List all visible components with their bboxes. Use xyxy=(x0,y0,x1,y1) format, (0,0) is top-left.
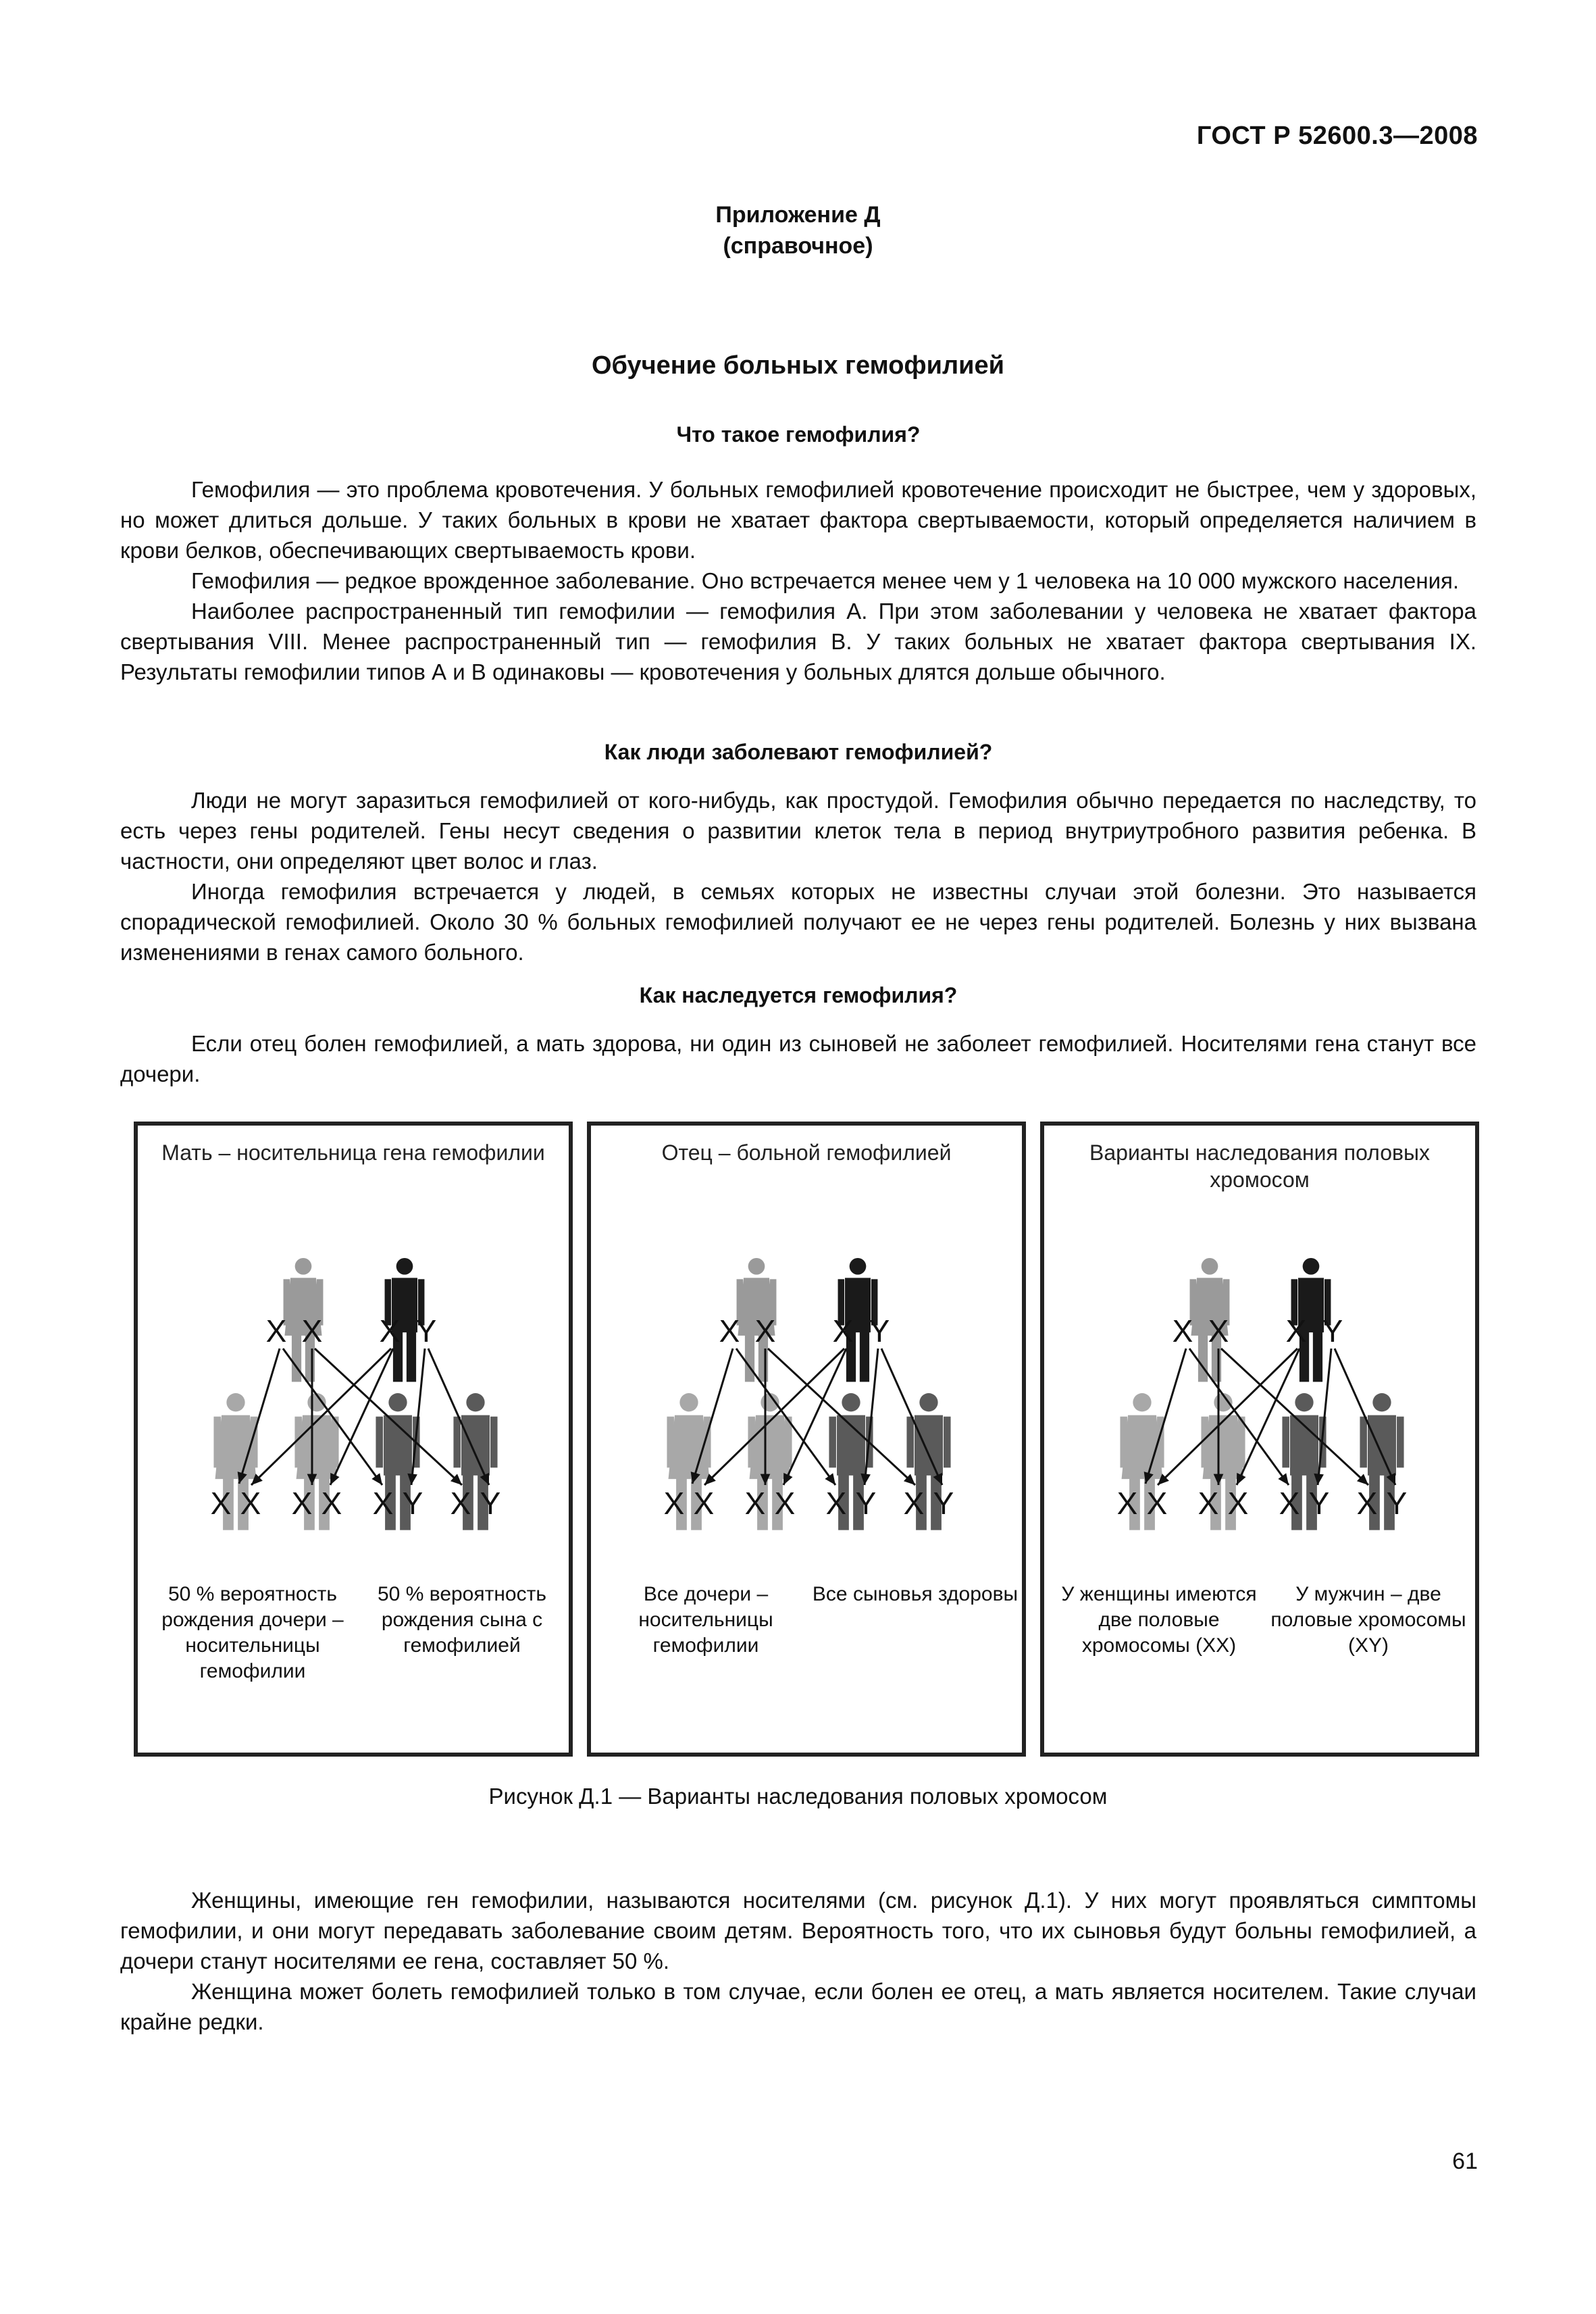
panel-caption-left: 50 % вероятность рождения дочери – носительницы гемофилии xyxy=(161,1583,344,1682)
person-head xyxy=(850,1258,867,1275)
chromosome-label: X xyxy=(825,1486,847,1521)
chromosome-label: X xyxy=(379,1313,401,1349)
person-head xyxy=(842,1393,860,1411)
chromosome-label: X xyxy=(719,1313,740,1349)
person-dress xyxy=(297,1415,338,1480)
panel-caption-right: Все сыновья здоровы xyxy=(812,1583,1019,1605)
chromosome-label: X xyxy=(903,1486,925,1521)
panel-title: Отец – больной гемофилией xyxy=(661,1140,952,1165)
person-head xyxy=(1295,1393,1313,1411)
chromosome-label: X xyxy=(663,1486,685,1521)
person-arm xyxy=(213,1417,221,1468)
person-head xyxy=(295,1258,312,1275)
person-head xyxy=(388,1393,407,1411)
section-heading: Как люди заболевают гемофилией? xyxy=(604,740,993,764)
person-leg xyxy=(1198,1329,1208,1382)
paragraph: Если отец болен гемофилией, а мать здорова, ни один из сыновей не заболеет гемофилией. Носителями гена станут все дочери. xyxy=(120,1031,1476,1086)
paragraph: Иногда гемофилия встречается у людей, в семьях которых не известны случаи этой болезни. Это называется спорадической гемофилией. Около 30 % больных гемофилией получают ее не через гены родителей. Болезнь у них вызвана изменениями в генах самого больного. xyxy=(120,879,1476,965)
figure-caption: Рисунок Д.1 — Варианты наследования половых хромосом xyxy=(488,1784,1108,1809)
person-arm xyxy=(376,1417,383,1468)
appendix-label: Приложение Д xyxy=(715,202,881,228)
chromosome-label: X xyxy=(693,1486,715,1521)
chromosome-label: X xyxy=(1116,1486,1138,1521)
chromosome-label: Y xyxy=(855,1486,877,1521)
panel-title: Мать – носительница гена гемофилии xyxy=(161,1140,545,1165)
chromosome-label: Y xyxy=(869,1313,890,1349)
chromosome-label: Y xyxy=(1308,1486,1330,1521)
section-what-is-hemophilia xyxy=(120,422,1476,687)
arrow-head xyxy=(1278,1473,1289,1485)
appendix-heading xyxy=(0,199,1596,261)
figure-panel-affected-father xyxy=(587,1122,1026,1757)
chromosome-label: X xyxy=(1146,1486,1168,1521)
panel-caption-right: 50 % вероятность рождения сына с гемофилией xyxy=(378,1583,546,1657)
person-arm xyxy=(490,1417,498,1468)
person-head xyxy=(1202,1258,1218,1275)
inheritance-figure xyxy=(134,1122,1479,1757)
chromosome-label: Y xyxy=(415,1313,437,1349)
panel-caption-left: У женщины имеются две половые хромосомы (XX) xyxy=(1061,1583,1257,1657)
person-leg xyxy=(1313,1329,1322,1382)
person-arm xyxy=(906,1417,914,1468)
paragraph: Женщина может болеть гемофилией только в том случае, если болен ее отец, а мать является носителем. Такие случаи крайне редки. xyxy=(120,1979,1476,2034)
chromosome-label: X xyxy=(774,1486,796,1521)
panel-caption-right: У мужчин – две половые хромосомы (XY) xyxy=(1270,1583,1466,1657)
section-carriers xyxy=(120,1885,1476,2037)
chromosome-label: Y xyxy=(933,1486,954,1521)
person-torso xyxy=(915,1415,943,1476)
chromosome-label: X xyxy=(1285,1313,1307,1349)
person-arm xyxy=(1360,1417,1367,1468)
section-inheritance xyxy=(120,983,1476,1089)
panel-caption-left: Все дочери – носительницы гемофилии xyxy=(638,1583,773,1657)
person-arm xyxy=(453,1417,461,1468)
chromosome-label: X xyxy=(321,1486,342,1521)
person-torso xyxy=(1368,1415,1396,1476)
chromosome-label: X xyxy=(832,1313,854,1349)
chromosome-label: X xyxy=(1198,1486,1219,1521)
person-arm xyxy=(1282,1417,1289,1468)
chromosome-label: Y xyxy=(480,1486,501,1521)
paragraph: Люди не могут заразиться гемофилией от кого-нибудь, как простудой. Гемофилия обычно передается по наследству, то есть через гены родителей. Гены несут сведения о развитии клеток тела в период внутриутробного развития ребенка. В частности, они определяют цвет волос и глаз. xyxy=(120,788,1476,874)
person-leg xyxy=(860,1329,869,1382)
section-heading: Как наследуется гемофилия? xyxy=(639,983,958,1007)
section-how-people-get-hemophilia xyxy=(120,740,1476,967)
chromosome-label: X xyxy=(210,1486,232,1521)
paragraph: Гемофилия — редкое врожденное заболевание. Оно встречается менее чем у 1 человека на 10 000 мужского населения. xyxy=(191,568,1460,593)
person-head xyxy=(679,1393,698,1411)
person-dress xyxy=(1203,1415,1244,1480)
chromosome-label: Y xyxy=(402,1486,423,1521)
person-head xyxy=(919,1393,937,1411)
chromosome-label: X xyxy=(265,1313,287,1349)
figure-panel-chromosome-variants xyxy=(1040,1122,1479,1757)
chromosome-label: X xyxy=(291,1486,313,1521)
chromosome-label: X xyxy=(1227,1486,1249,1521)
person-head xyxy=(396,1258,413,1275)
person-arm xyxy=(667,1417,674,1468)
person-arm xyxy=(829,1417,836,1468)
chromosome-label: X xyxy=(754,1313,776,1349)
document-title: Обучение больных гемофилией xyxy=(591,351,1005,380)
panel-title: Варианты наследования половых хромосом xyxy=(1089,1140,1430,1192)
chromosome-label: X xyxy=(240,1486,261,1521)
chromosome-label: X xyxy=(1279,1486,1300,1521)
chromosome-label: X xyxy=(744,1486,766,1521)
person-head xyxy=(748,1258,765,1275)
paragraph: Наиболее распространенный тип гемофилии — гемофилия А. При этом заболевании у человека не хватает фактора свертывания VIII. Менее распространенный тип — гемофилия В. У таких больных не хватает фактора свертывания IX. Результаты гемофилии типов А и В одинаковы — кровотечения у больных длятся дольше обычного. xyxy=(120,599,1476,684)
person-head xyxy=(1372,1393,1391,1411)
chromosome-label: X xyxy=(301,1313,323,1349)
person-dress xyxy=(750,1415,791,1480)
person-arm xyxy=(944,1417,951,1468)
chromosome-label: X xyxy=(450,1486,471,1521)
appendix-type: (справочное) xyxy=(723,233,873,259)
person-leg xyxy=(407,1329,416,1382)
arrow-head xyxy=(825,1473,835,1485)
chromosome-label: X xyxy=(372,1486,394,1521)
person-head xyxy=(1303,1258,1320,1275)
page-number: 61 xyxy=(1452,2148,1478,2174)
person-arm xyxy=(1397,1417,1404,1468)
person-torso xyxy=(461,1415,490,1476)
chromosome-label: Y xyxy=(1322,1313,1343,1349)
chromosome-label: X xyxy=(1356,1486,1378,1521)
chromosome-label: X xyxy=(1208,1313,1229,1349)
person-leg xyxy=(292,1329,301,1382)
section-heading: Что такое гемофилия? xyxy=(676,422,921,447)
arrow-head xyxy=(371,1473,382,1485)
person-arm xyxy=(1120,1417,1127,1468)
person-head xyxy=(226,1393,244,1411)
person-head xyxy=(466,1393,484,1411)
person-leg xyxy=(745,1329,754,1382)
paragraph: Гемофилия — это проблема кровотечения. У больных гемофилией кровотечение происходит не быстрее, чем у здоровых, но может длиться дольше. У таких больных в крови не хватает фактора свертываемости, который определяется наличием в крови белков, обеспечивающих свертываемость крови. xyxy=(120,477,1476,563)
paragraph: Женщины, имеющие ген гемофилии, называются носителями (см. рисунок Д.1). У них могут проявляться симптомы гемофилии, и они могут передавать заболевание своим детям. Вероятность того, что их сыновья будут больны гемофилией, а дочери станут носителями ее гена, составляет 50 %. xyxy=(120,1888,1476,1973)
chromosome-label: Y xyxy=(1386,1486,1408,1521)
figure-panel-carrier-mother xyxy=(134,1122,573,1757)
person-head xyxy=(1133,1393,1151,1411)
chromosome-label: X xyxy=(1172,1313,1193,1349)
standard-id: ГОСТ Р 52600.3—2008 xyxy=(1196,122,1478,150)
